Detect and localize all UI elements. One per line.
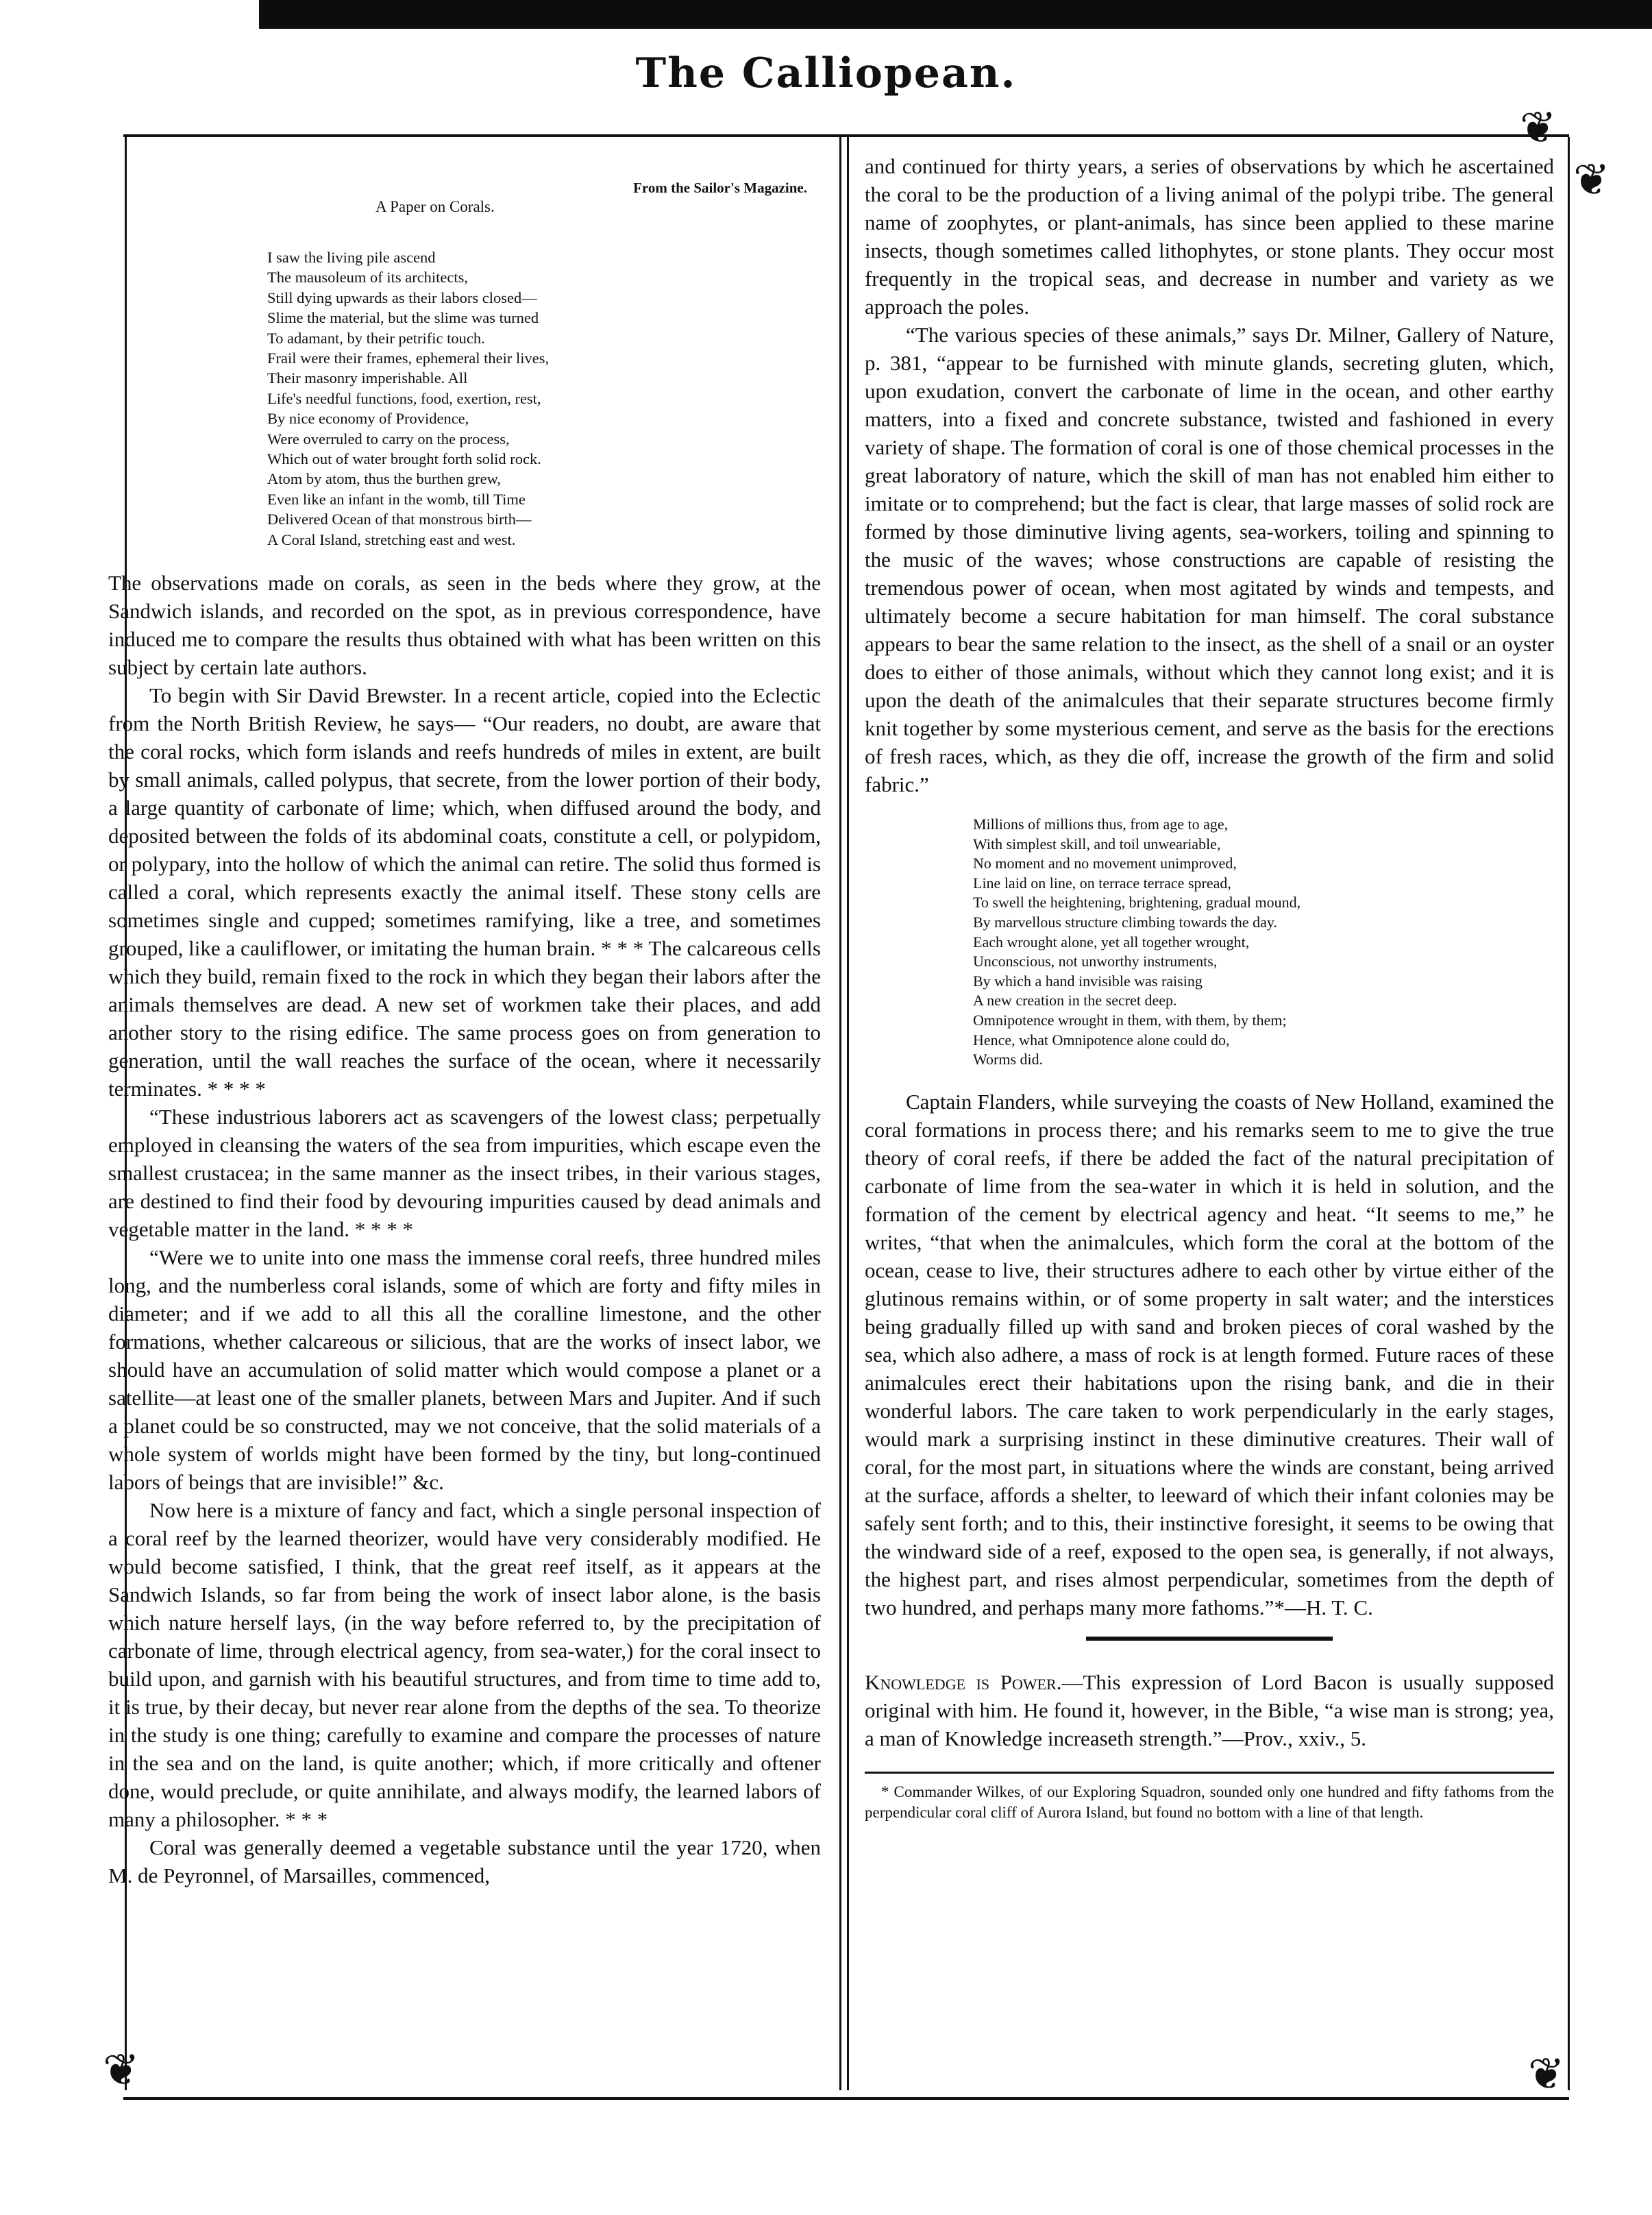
poem-line: Which out of water brought forth solid rock. [267,450,541,468]
poem-line: Millions of millions thus, from age to age, [973,816,1229,833]
poem-line: Delivered Ocean of that monstrous birth— [267,511,532,528]
poem-line: With simplest skill, and toil unweariable, [973,835,1221,853]
paragraph: To begin with Sir David Brewster. In a recent article, copied into the Eclectic from the North British Review, he says— “Our readers, no doubt, are aware that the coral rocks, which form islands and reefs hundreds of miles in extent, are built by small animals, called polypus, that secrete, from the lower portion of their body, a large quantity of carbonate of lime; which, when diffused around the body, and deposited between the folds of its abdominal coats, constitute a cell, or polypidom, or polypary, into the hollow of which the animal can retire. The solid thus formed is called a coral, which represents exactly the animal itself. These stony cells are sometimes single and cupped; sometimes ramifying, like a tree, and sometimes grouped, like a cauliflower, or imitating the human brain. * * * The calcareous cells which they build, remain fixed to the rock in which they began their labors after the animals themselves are dead. A new set of workmen take their places, and add another story to the rising edifice. The same process goes on from generation to generation, until the wall reaches the surface of the ocean, where it necessarily terminates. * * * * [108,683,821,1101]
article-source: From the Sailor's Magazine. [633,180,807,196]
paragraph: “The various species of these animals,” says Dr. Milner, Gallery of Nature, p. 381, “appear to be furnished with minute glands, secreting gluten, which, upon exudation, convert the carbonate of lime in the ocean, and other earthy matters, into a fixed and concrete substance, twisted and fashioned in every variety of shape. The formation of coral is one of those chemical processes in the great laboratory of nature, which the skill of man has not enabled him either to imitate or to comprehend; but the fact is clear, that large masses of solid rock are formed by those diminutive living agents, sea-workers, toiling and spinning to the music of the waves; whose constructions are capable of resisting the tremendous power of ocean, when most agitated by winds and tempests, and ultimately become a secure habitation for man himself. The coral substance appears to bear the same relation to the insect, as the shell of a snail or an oyster does to either of those animals, without which they cannot long exist; and it is upon the death of the animalcules that their separate structures become firmly knit together by some mysterious cement, and serve as the basis for the erections of fresh races, which, as they die off, increase the growth of the firm and solid fabric.” [865,323,1554,796]
poem-line: The mausoleum of its architects, [267,269,469,286]
poem-line: A Coral Island, stretching east and west. [267,530,516,548]
paragraph: The observations made on corals, as seen in the beds where they grow, at the Sandwich islands, and recorded on the spot, as in previous correspondence, have induced me to compare the results thus obtained with what has been written on this subject by certain late authors. [108,571,821,680]
poem-line: To adamant, by their petrific touch. [267,329,485,347]
poem-line: Atom by atom, thus the burthen grew, [267,470,501,488]
poem-line: A new creation in the secret deep. [973,992,1177,1009]
knowledge-is-power-paragraph [865,1668,1554,1752]
poem-line: Worms did. [973,1051,1044,1068]
right-column [865,152,1554,1823]
poem-line: Life's needful functions, food, exertion, rest, [267,389,541,407]
poem-line: Even like an infant in the womb, till Time [267,490,526,508]
poem-line: No moment and no movement unimproved, [973,855,1237,872]
paragraph: Now here is a mixture of fancy and fact, which a single personal inspection of a coral reef by the learned theorizer, would have very considerably modified. He would become satisfied, I think, that the great reef itself, as it appears at the Sandwich Islands, so far from being the work of insect labor alone, is the basis which nature herself lays, (in the way before referred to, by the precipitation of carbonate of lime, through electrical agency, from sea-water,) for the coral insect to build upon, and garnish with his beautiful structures, and from time to time add to, it is true, by their decay, but never rear alone from the depths of the sea. To theorize in the study is one thing; carefully to examine and compare the processes of nature in the sea and on the land, is quite another; which, if more critically and oftener done, would preclude, or quite annihilate, and always modify, the learned labors of many a philosopher. * * * [108,1498,821,1832]
top-black-band [259,0,1652,29]
poem-line: By which a hand invisible was raising [973,972,1203,990]
corner-ornament-icon: ❦ [103,2045,140,2096]
poem-line: Omnipotence wrought in them, with them, by them; [973,1011,1287,1029]
knowledge-text: —This expression of Lord Bacon is usually supposed original with him. He found it, however, in the Bible, “a wise man is strong; yea, a man of Knowledge increaseth strength.”—Prov., xxiv., 5. [865,1669,1554,1750]
footnote: * Commander Wilkes, of our Exploring Squadron, sounded only one hundred and fifty fathoms from the perpendicular coral cliff of Aurora Island, but found no bottom with a line of that length. [865,1783,1554,1821]
poem-line: Slime the material, but the slime was turned [267,309,539,327]
opening-poem [267,247,821,550]
poem-line: Were overruled to carry on the process, [267,430,510,448]
footnote-rule [865,1772,1554,1774]
poem-line: To swell the heightening, brightening, gradual mound, [973,894,1301,911]
column-divider-line-2 [847,137,849,2090]
paragraph: Captain Flanders, while surveying the coasts of New Holland, examined the coral formations in process there; and his remarks seem to me to give the true theory of coral reefs, if there be added the fact of the natural precipitation of carbonate of lime from the sea-water in which it is held in solution, and the formation of the cement by electrical agency and heat. “It seems to me,” he writes, “that when the animalcules, which form the coral at the bottom of the ocean, cease to live, their structures adhere to each other by virtue either of the glutinous remains within, or of some property in salt water; and the interstices being gradually filled up with sand and broken pieces of coral washed by the sea, which also adhere, a mass of rock is at length formed. Future races of these animalcules erect their habitations upon the rising bank, and die in their wonderful labors. The care taken to work perpendicularly in the early stages, would mark a surprising instinct in these diminutive creatures. Their wall of coral, for the most part, in situations where the winds are constant, being arrived at the surface, affords a shelter, to leeward of which their infant colonies may be safely sent forth; and to this, their instinctive foresight, it seems to be owing that the windward side of a reef, exposed to the open sea, is generally, if not always, the highest part, and rises almost perpendicular, sometimes from the depth of two hundred, and perhaps many more fathoms.”*—H. T. C. [865,1089,1554,1619]
article-title: A Paper on Corals. [375,198,495,215]
paragraph: Coral was generally deemed a vegetable substance until the year 1720, when M. de Peyronnel, of Marsailles, commenced, [108,1835,821,1888]
poem-line: Frail were their frames, ephemeral their lives, [267,350,550,367]
corner-ornament-icon: ❦ [1573,155,1610,206]
corner-ornament-icon: ❦ [1528,2049,1565,2100]
poem-line: Their masonry imperishable. All [267,369,468,387]
poem-line: By nice economy of Providence, [267,410,469,428]
masthead: The Calliopean. [635,49,1017,97]
paragraph: “Were we to unite into one mass the immense coral reefs, three hundred miles long, and the numberless coral islands, some of which are forty and fifty miles in diameter; and if we add to all this all the coralline limestone, and the other formations, whether calcareous or silicious, that are the works of insect labor, we should have an accumulation of solid matter which would compose a planet or a satellite—at least one of the smaller planets, between Mars and Jupiter. And if such a planet could be so constructed, may we not conceive, that the solid materials of a whole system of worlds might have been formed by the tiny, but long-continued labors of beings that are invisible!” &c. [108,1245,821,1495]
poem-line: Hence, what Omnipotence alone could do, [973,1031,1230,1049]
section-divider [1086,1637,1333,1641]
corner-ornament-icon: ❦ [1520,103,1557,154]
second-poem [973,815,1554,1070]
paragraph: “These industrious laborers act as scavengers of the lowest class; perpetually employed in cleansing the waters of the sea from impurities, which escape even the smallest crustacea; in the same manner as the insect tribes, in their various stages, are destined to find their food by devouring impurities caused by dead animals and vegetable matter in the land. * * * * [108,1105,821,1242]
poem-line: Line laid on line, on terrace terrace spread, [973,874,1231,892]
poem-line: By marvellous structure climbing towards the day. [973,913,1277,931]
poem-line: Unconscious, not unworthy instruments, [973,953,1218,970]
knowledge-heading: Knowledge is Power. [865,1669,1062,1694]
left-column [108,152,821,1889]
poem-line: I saw the living pile ascend [267,249,436,266]
column-divider-line [839,137,841,2090]
poem-line: Still dying upwards as their labors closed— [267,289,537,306]
right-border-line [1568,137,1570,2090]
paragraph: and continued for thirty years, a series of observations by which he ascertained the coral to be the production of a living animal of the polypi tribe. The general name of zoophytes, or plant-animals, has since been applied to these marine insects, though sometimes called lithophytes, or stone plants. They occur most frequently in the tropical seas, and decrease in number and variety as we approach the poles. [865,154,1554,319]
poem-line: Each wrought alone, yet all together wrought, [973,933,1250,951]
